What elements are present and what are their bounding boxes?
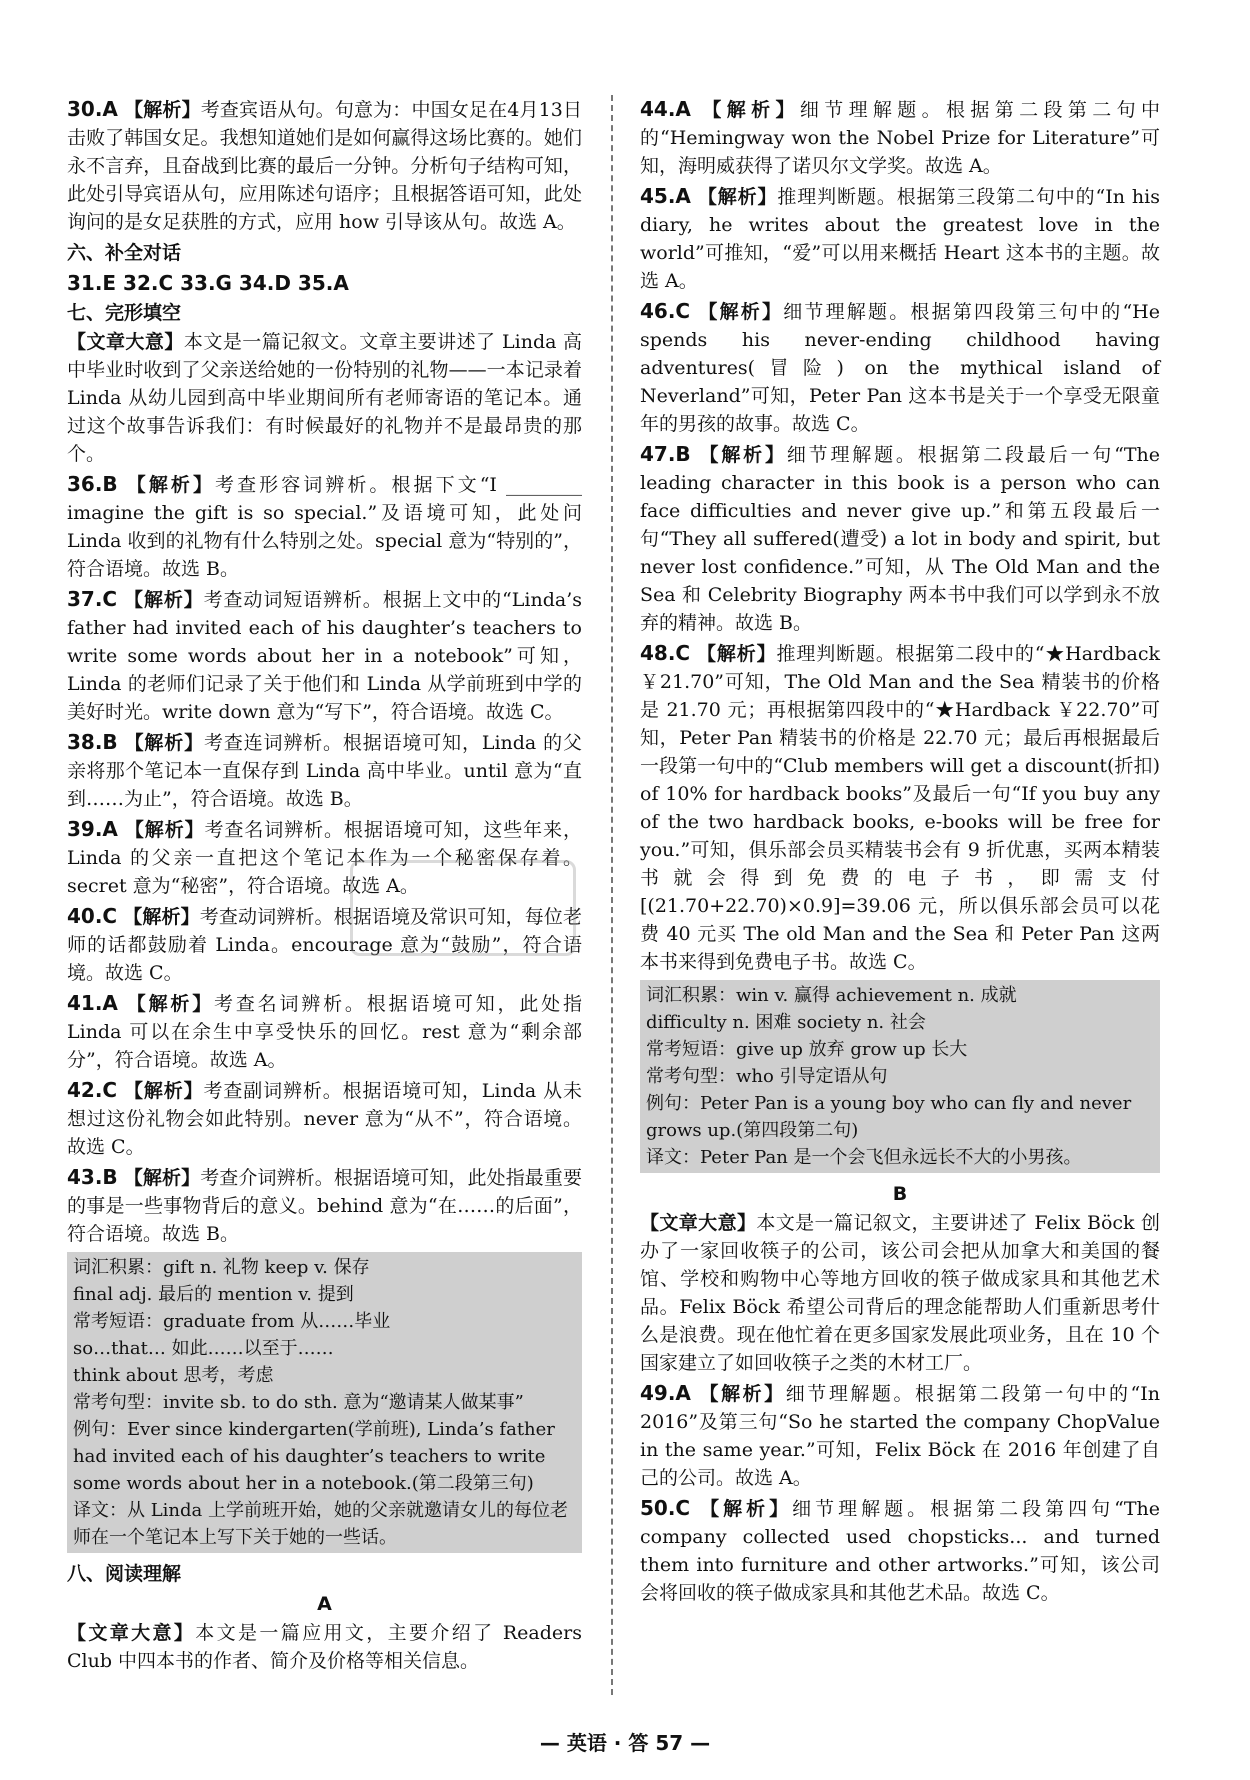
analysis-tag: 【解析】 — [124, 99, 201, 121]
answer-entry — [67, 470, 582, 583]
question-number: 46.C — [640, 299, 691, 323]
analysis-text: 考查名词辨析。根据语境可知，这些年来，Linda 的父亲一直把这个笔记本作为一个秘密保存着。secret 意为“秘密”，符合语境。故选 A。 — [67, 819, 582, 897]
analysis-text: 细节理解题。根据第二段第一句中的“In 2016”及第三句“So he started the company ChopValue in the same year.”可知，Felix Böck 在 2016 年创建了自己的公司。故选 A。 — [640, 1383, 1160, 1489]
vocabulary-line: 例句：Peter Pan is a young boy who can fly and never grows up.(第四段第二句) — [646, 1093, 1132, 1141]
analysis-text: 考查宾语从句。句意为：中国女足在4月13日击败了韩国女足。我想知道她们是如何赢得这场比赛的。她们永不言弃，且奋战到比赛的最后一分钟。分析句子结构可知，此处引导宾语从句，应用陈述句语序；且根据答语可知，此处询问的是女足获胜的方式，应用 how 引导该从句。故选 A。 — [67, 99, 582, 233]
question-number: 47.B — [640, 442, 691, 466]
analysis-tag: 【解析】 — [697, 643, 777, 665]
summary-text: 本文是一篇应用文，主要介绍了 Readers Club 中四本书的作者、简介及价格等相关信息。 — [67, 1622, 582, 1672]
article-summary — [640, 1209, 1160, 1377]
analysis-tag: 【解析】 — [699, 444, 787, 466]
question-number: 43.B — [67, 1165, 118, 1189]
answer-entry — [67, 585, 582, 726]
question-number: 44.A — [640, 97, 691, 121]
analysis-text: 细节理解题。根据第四段第三句中的“He spends his never-ending childhood having adventures(冒险) on the mythical island of Neverland”可知，Peter Pan 这本书是关于一个享受无限童年的男孩的故事。故选 C。 — [640, 301, 1160, 435]
vocabulary-line: final adj. 最后的 mention v. 提到 — [73, 1284, 354, 1305]
analysis-tag: 【解析】 — [124, 732, 204, 754]
answer-entry — [640, 440, 1160, 637]
answer-entry — [67, 989, 582, 1074]
question-number: 42.C — [67, 1078, 118, 1102]
analysis-text: 推理判断题。根据第二段中的“★Hardback ￥21.70”可知，The Old Man and the Sea 精装书的价格是 21.70 元；再根据第四段中的“★Hardback ￥22.70”可知，Peter Pan 精装书的价格是 22.70 元；最后再根据最后一段第一句中的“Club members will get a discount(折扣) of 10% for hardback books”及最后一句“If you buy any of the two hardback books, e-books will be free for you.”可知，俱乐部会员买精装书会有 9 折优惠，买两本精装书就会得到免费的电子书，即需支付[(21.70+22.70)×0.9]=39.06 元，所以俱乐部会员可以花费 40 元买 The old Man and the Sea 和 Peter Pan 这两本书来得到免费电子书。故选 C。 — [640, 643, 1160, 973]
vocabulary-line: 词汇积累：gift n. 礼物 keep v. 保存 — [73, 1257, 370, 1278]
column-divider — [611, 95, 613, 1695]
analysis-tag: 【解析】 — [126, 474, 216, 496]
answer-entry — [640, 639, 1160, 976]
analysis-text: 推理判断题。根据第三段第二句中的“In his diary, he writes about the greatest love in the world”可推知，“爱”可以用来概括 Heart 这本书的主题。故选 A。 — [640, 186, 1160, 292]
summary-text: 本文是一篇记叙文，主要讲述了 Felix Böck 创办了一家回收筷子的公司，该公司会把从加拿大和美国的餐馆、学校和购物中心等地方回收的筷子做成家具和其他艺术品。Felix Böck 希望公司背后的理念能帮助人们重新思考什么是浪费。现在他忙着在更多国家发展此项业务，且在 10 个国家建立了如回收筷子之类的木材工厂。 — [640, 1212, 1160, 1374]
analysis-tag: 【解析】 — [698, 301, 784, 323]
passage-label: B — [892, 1183, 908, 1205]
analysis-tag: 【解析】 — [124, 589, 204, 611]
vocabulary-line: 译文：从 Linda 上学前班开始，她的父亲就邀请女儿的每位老师在一个笔记本上写下关于她的一些话。 — [73, 1500, 568, 1548]
analysis-text: 考查名词辨析。根据语境可知，此处指 Linda 可以在余生中享受快乐的回忆。rest 意为“剩余部分”，符合语境。故选 A。 — [67, 993, 582, 1071]
question-number: 39.A — [67, 817, 118, 841]
question-number: 48.C — [640, 641, 691, 665]
question-number: 45.A — [640, 184, 691, 208]
vocabulary-line: 词汇积累：win v. 赢得 achievement n. 成就 — [646, 985, 1017, 1006]
analysis-text: 考查副词辨析。根据语境可知，Linda 从未想过这份礼物会如此特别。never 意为“从不”，符合语境。故选 C。 — [67, 1080, 582, 1158]
answer-entry — [67, 95, 582, 236]
page-footer: — 英语 · 答 57 — — [539, 1731, 711, 1755]
vocabulary-box — [67, 1252, 582, 1553]
vocabulary-line: so…that… 如此……以至于…… — [73, 1338, 334, 1359]
analysis-text: 细节理解题。根据第二段第二句中的“Hemingway won the Nobel Prize for Literature”可知，海明威获得了诺贝尔文学奖。故选 A。 — [640, 99, 1160, 177]
vocabulary-line: 常考句型：invite sb. to do sth. 意为“邀请某人做某事” — [73, 1392, 524, 1413]
analysis-text: 考查介词辨析。根据语境可知，此处指最重要的事是一些事物背后的意义。behind 意为“在……的后面”，符合语境。故选 B。 — [67, 1167, 582, 1245]
vocabulary-line: difficulty n. 困难 society n. 社会 — [646, 1012, 926, 1033]
answer-key-line: 31.E 32.C 33.G 34.D 35.A — [67, 271, 349, 295]
question-number: 30.A — [67, 97, 118, 121]
summary-tag: 【文章大意】 — [640, 1212, 757, 1234]
question-number: 38.B — [67, 730, 118, 754]
question-number: 49.A — [640, 1381, 691, 1405]
answer-entry — [640, 1494, 1160, 1607]
analysis-tag: 【解析】 — [124, 819, 205, 841]
vocabulary-line: think about 思考，考虑 — [73, 1365, 274, 1386]
analysis-tag: 【解析】 — [123, 906, 200, 928]
analysis-tag: 【解析】 — [699, 1383, 786, 1405]
watermark-stamp — [350, 860, 576, 956]
analysis-text: 细节理解题。根据第二段第四句“The company collected used chopsticks... and turned them into furniture and other artworks.”可知，该公司会将回收的筷子做成家具和其他艺术品。故选 C。 — [640, 1498, 1160, 1604]
answer-entry — [67, 1163, 582, 1248]
answer-entry — [67, 728, 582, 813]
analysis-tag: 【解析】 — [700, 1498, 793, 1520]
vocabulary-line: 常考短语：graduate from 从……毕业 — [73, 1311, 391, 1332]
answer-entry — [67, 1076, 582, 1161]
analysis-text: 细节理解题。根据第二段最后一句“The leading character in this book is a person who can face difficulties and never give up.”和第五段最后一句“They all suffered(遭受) a lot in body and spirit, but never lost confidence.”可知，从 The Old Man and the Sea 和 Celebrity Biography 两本书中我们可以学到永不放弃的精神。故选 B。 — [640, 444, 1160, 634]
section-heading: 六、补全对话 — [67, 242, 182, 264]
analysis-tag: 【解析】 — [702, 99, 800, 121]
analysis-tag: 【解析】 — [124, 1080, 204, 1102]
summary-tag: 【文章大意】 — [67, 1622, 196, 1644]
answer-entry — [640, 182, 1160, 295]
summary-text: 本文是一篇记叙文。文章主要讲述了 Linda 高中毕业时收到了父亲送给她的一份特别的礼物——一本记录着 Linda 从幼儿园到高中毕业期间所有老师寄语的笔记本。通过这个故事告诉我们：有时候最好的礼物并不是最昂贵的那个。 — [67, 331, 582, 465]
analysis-tag: 【解析】 — [123, 1167, 201, 1189]
vocabulary-line: 常考句型：who 引导定语从句 — [646, 1066, 888, 1087]
article-summary — [67, 328, 582, 468]
passage-label: A — [317, 1593, 332, 1615]
summary-tag: 【文章大意】 — [67, 331, 184, 353]
question-number: 36.B — [67, 472, 118, 496]
analysis-tag: 【解析】 — [126, 993, 215, 1015]
vocabulary-line: 译文：Peter Pan 是一个会飞但永远长不大的小男孩。 — [646, 1147, 1082, 1168]
article-summary — [67, 1619, 582, 1675]
question-number: 40.C — [67, 904, 118, 928]
analysis-text: 考查连词辨析。根据语境可知，Linda 的父亲将那个笔记本一直保存到 Linda 高中毕业。until 意为“直到……为止”，符合语境。故选 B。 — [67, 732, 582, 810]
answer-entry — [640, 297, 1160, 438]
section-heading: 七、完形填空 — [67, 302, 182, 324]
analysis-text: 考查动词短语辨析。根据上文中的“Linda’s father had invited each of his daughter’s teachers to write some words about her in a notebook”可知，Linda 的老师们记录了关于他们和 Linda 从学前班到中学的美好时光。write down 意为“写下”，符合语境。故选 C。 — [67, 589, 582, 723]
answer-entry — [640, 95, 1160, 180]
question-number: 37.C — [67, 587, 118, 611]
answer-entry — [640, 1379, 1160, 1492]
vocabulary-line: 常考短语：give up 放弃 grow up 长大 — [646, 1039, 968, 1060]
question-number: 50.C — [640, 1496, 691, 1520]
analysis-text: 考查形容词辨析。根据下文“I ________ imagine the gift is so special.”及语境可知，此处问 Linda 收到的礼物有什么特别之处。special 意为“特别的”，符合语境。故选 B。 — [67, 474, 583, 580]
right-column — [640, 95, 1160, 1609]
vocabulary-box — [640, 980, 1160, 1173]
analysis-tag: 【解析】 — [697, 186, 778, 208]
analysis-text: 考查动词辨析。根据语境及常识可知，每位老师的话都鼓励着 Linda。encourage 意为“鼓励”，符合语境。故选 C。 — [67, 906, 582, 984]
section-heading: 八、阅读理解 — [67, 1563, 182, 1585]
vocabulary-line: 例句：Ever since kindergarten(学前班), Linda’s father had invited each of his daughter’s teachers to write some words about her in a notebook.(第二段第三句) — [73, 1419, 555, 1494]
question-number: 41.A — [67, 991, 118, 1015]
